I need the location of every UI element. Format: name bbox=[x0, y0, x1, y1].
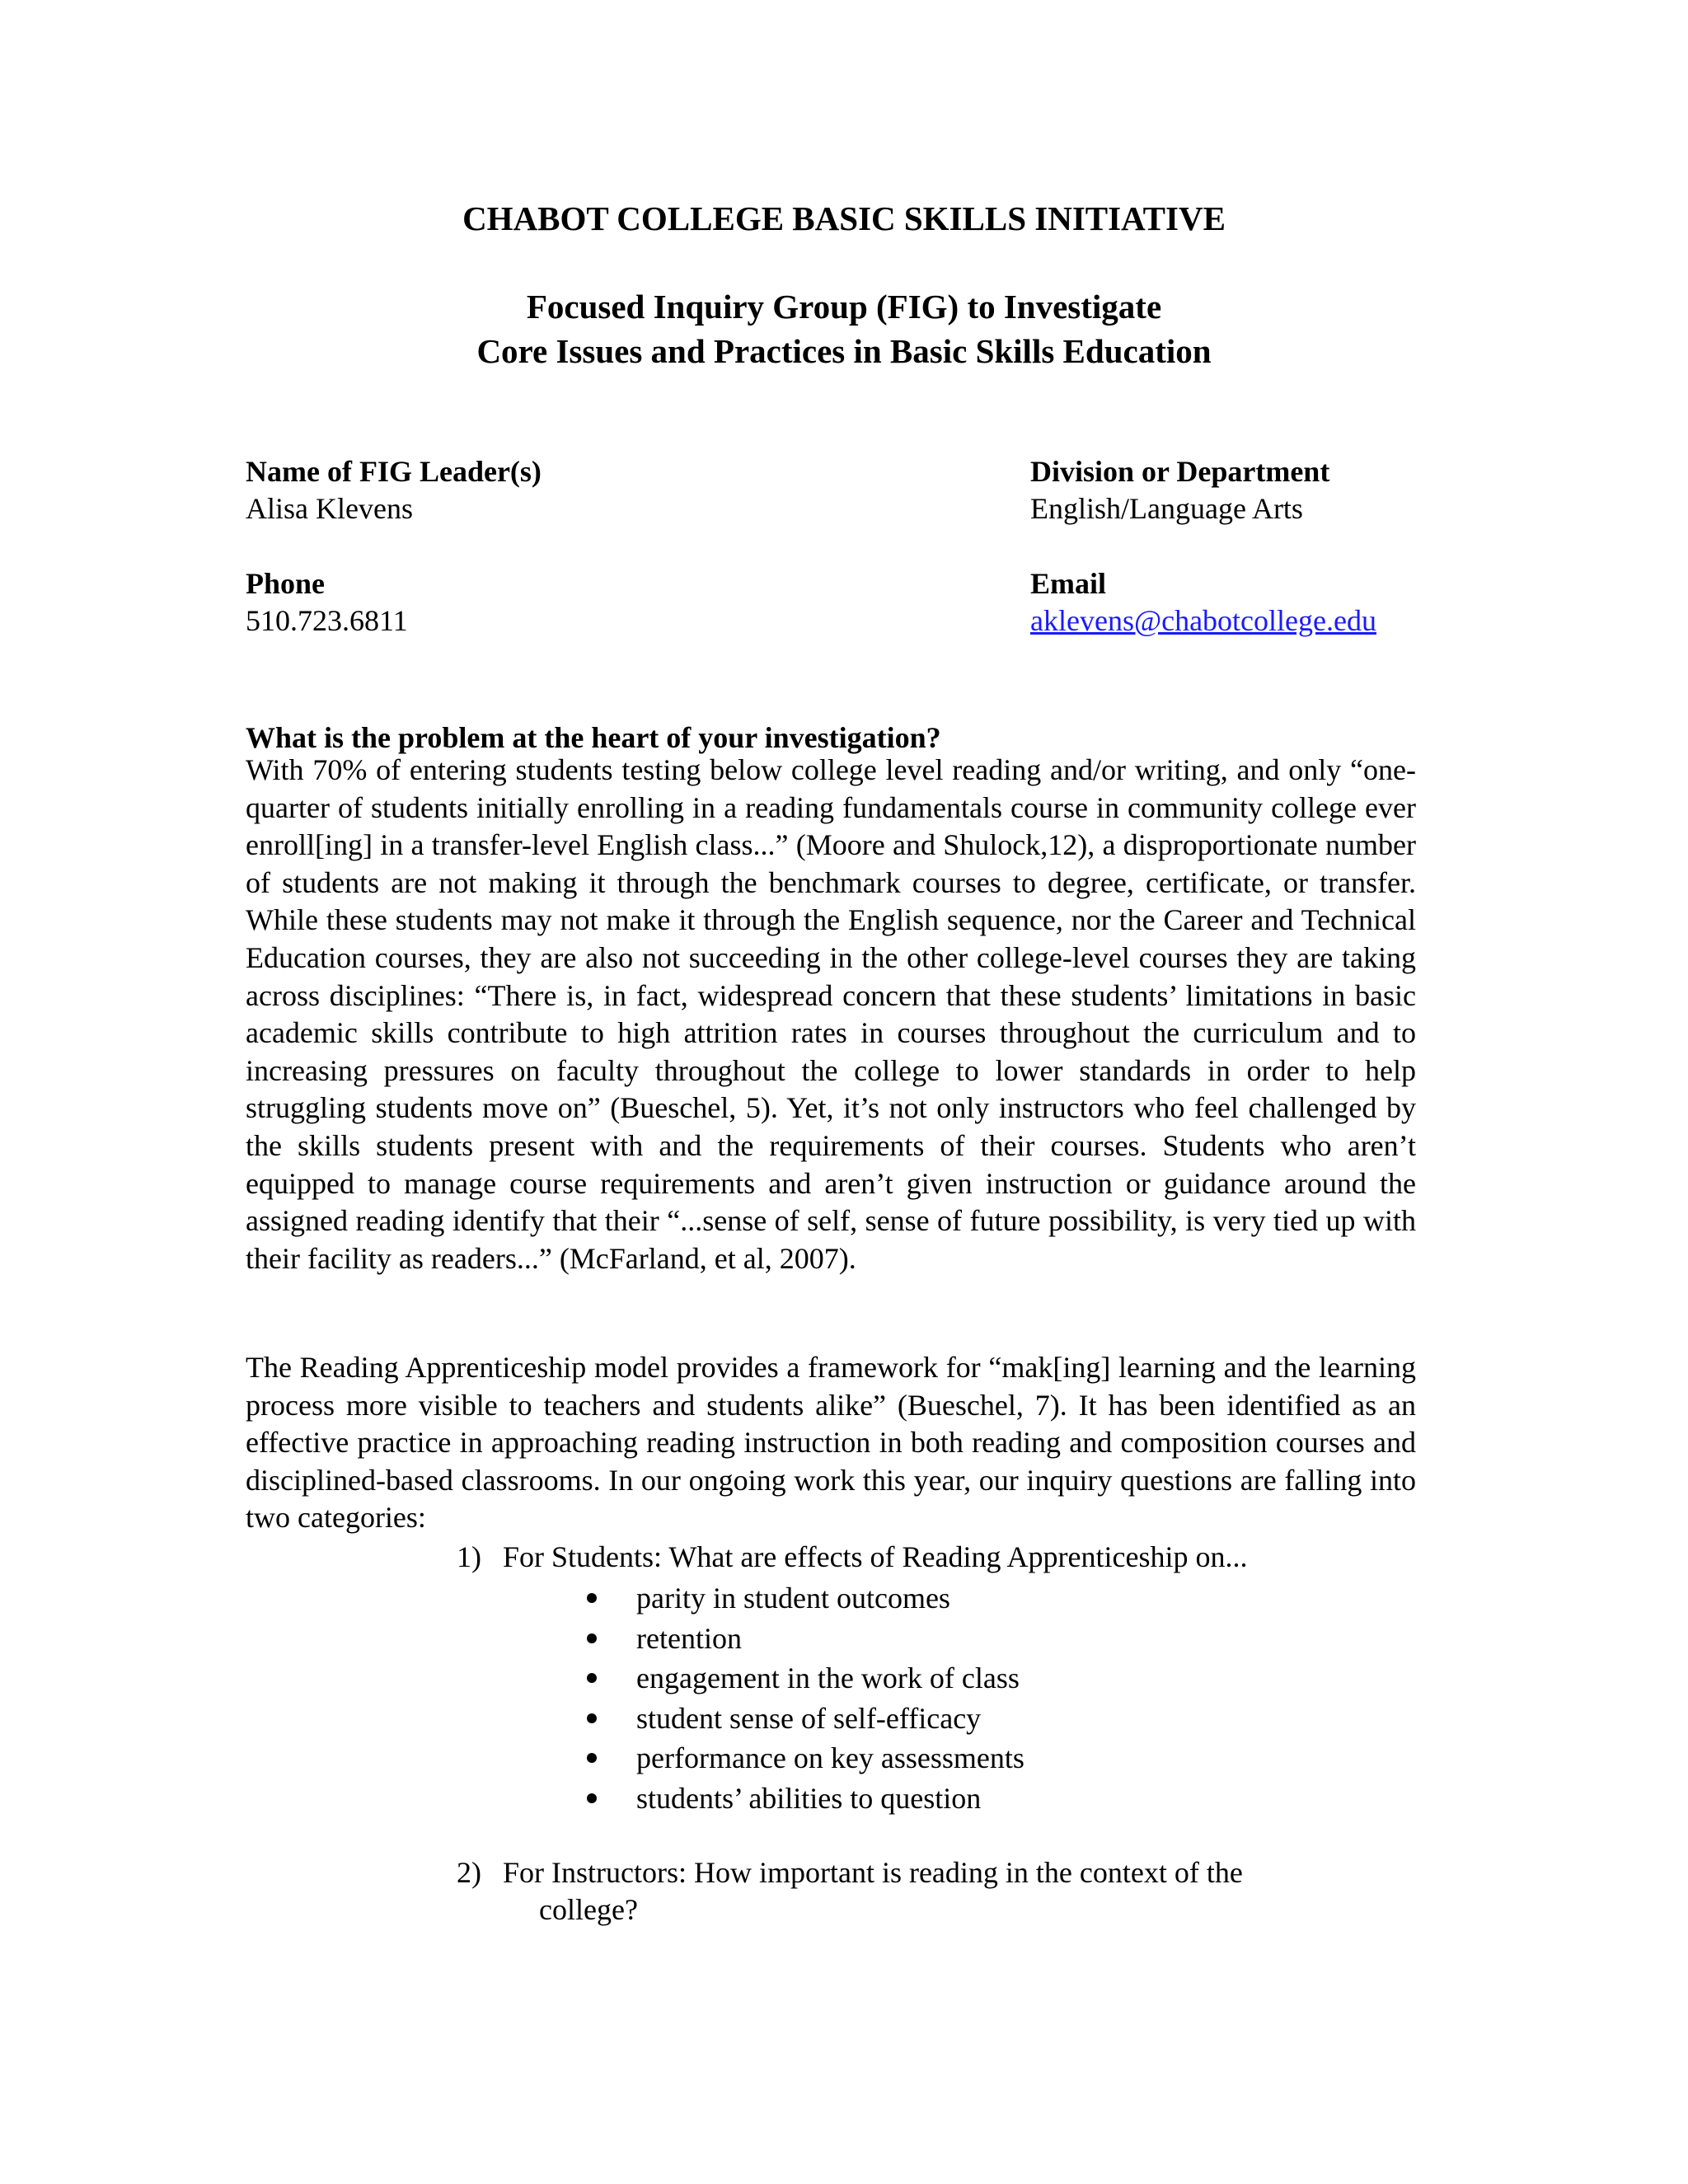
leader-label: Name of FIG Leader(s) bbox=[246, 455, 542, 488]
problem-question-heading: What is the problem at the heart of your investigation? bbox=[246, 721, 941, 754]
inquiry-item-text: For Students: What are effects of Reading Apprenticeship on... bbox=[503, 1540, 1248, 1573]
inquiry-item-text: For Instructors: How important is reading in the context of the bbox=[503, 1856, 1243, 1889]
division-label: Division or Department bbox=[1030, 455, 1330, 488]
phone-value: 510.723.6811 bbox=[246, 604, 408, 637]
list-item: engagement in the work of class bbox=[587, 1658, 1025, 1699]
bullet-icon bbox=[587, 1793, 597, 1803]
student-effects-bullet-list bbox=[587, 1578, 1025, 1818]
division-value: English/Language Arts bbox=[1030, 492, 1303, 525]
email-label: Email bbox=[1030, 567, 1107, 600]
list-number: 1) bbox=[457, 1540, 481, 1573]
bullet-icon bbox=[587, 1593, 597, 1603]
email-link[interactable]: aklevens@chabotcollege.edu bbox=[1030, 604, 1376, 637]
inquiry-item-students bbox=[457, 1539, 1247, 1576]
phone-label: Phone bbox=[246, 567, 326, 600]
subtitle-line-2: Core Issues and Practices in Basic Skills Education bbox=[476, 332, 1212, 370]
list-item: performance on key assessments bbox=[587, 1738, 1025, 1779]
list-item: student sense of self-efficacy bbox=[587, 1699, 1025, 1739]
subtitle-line-1: Focused Inquiry Group (FIG) to Investigate bbox=[526, 288, 1162, 326]
bullet-icon bbox=[587, 1713, 597, 1723]
list-item: parity in student outcomes bbox=[587, 1578, 1025, 1619]
inquiry-item-instructors bbox=[457, 1854, 1243, 1891]
page-title: CHABOT COLLEGE BASIC SKILLS INITIATIVE bbox=[462, 199, 1226, 237]
list-item: retention bbox=[587, 1619, 1025, 1659]
page-subtitle bbox=[0, 284, 1688, 373]
bullet-icon bbox=[587, 1753, 597, 1763]
list-number: 2) bbox=[457, 1856, 481, 1889]
problem-paragraph-1: With 70% of entering students testing below college level reading and/or writing, and only “one-quarter of students initially enrolling in a reading fundamentals course in community college ever enroll[ing] in a transfer-level English class...” (Moore and Shulock,12), a disproportionate number of students are not making it through the benchmark courses to degree, certificate, or transfer. While these students may not make it through the English sequence, nor the Career and Technical Education courses, they are also not succeeding in the other college-level courses they are taking across disciplines: “There is, in fact, widespread concern that these students’ limitations in basic academic skills contribute to high attrition rates in courses throughout the curriculum and to increasing pressures on faculty throughout the college to lower standards in order to help struggling students move on” (Bueschel, 5). Yet, it’s not only instructors who feel challenged by the skills students present with and the requirements of their courses. Students who aren’t equipped to manage course requirements and aren’t given instruction or guidance around the assigned reading identify that their “...sense of self, sense of future possibility, is very tied up with their facility as readers...” (McFarland, et al, 2007). bbox=[246, 753, 1416, 1275]
leader-value: Alisa Klevens bbox=[246, 492, 413, 525]
bullet-icon bbox=[587, 1673, 597, 1683]
problem-paragraph-2: The Reading Apprenticeship model provides a framework for “mak[ing] learning and the learning process more visible to teachers and students alike” (Bueschel, 7). It has been identified as an effective practice in approaching reading instruction in both reading and composition courses and disciplined-based classrooms. In our ongoing work this year, our inquiry questions are falling into two categories: bbox=[246, 1351, 1416, 1535]
list-item: students’ abilities to question bbox=[587, 1779, 1025, 1819]
inquiry-item-continuation: college? bbox=[539, 1893, 638, 1926]
bullet-icon bbox=[587, 1633, 597, 1643]
